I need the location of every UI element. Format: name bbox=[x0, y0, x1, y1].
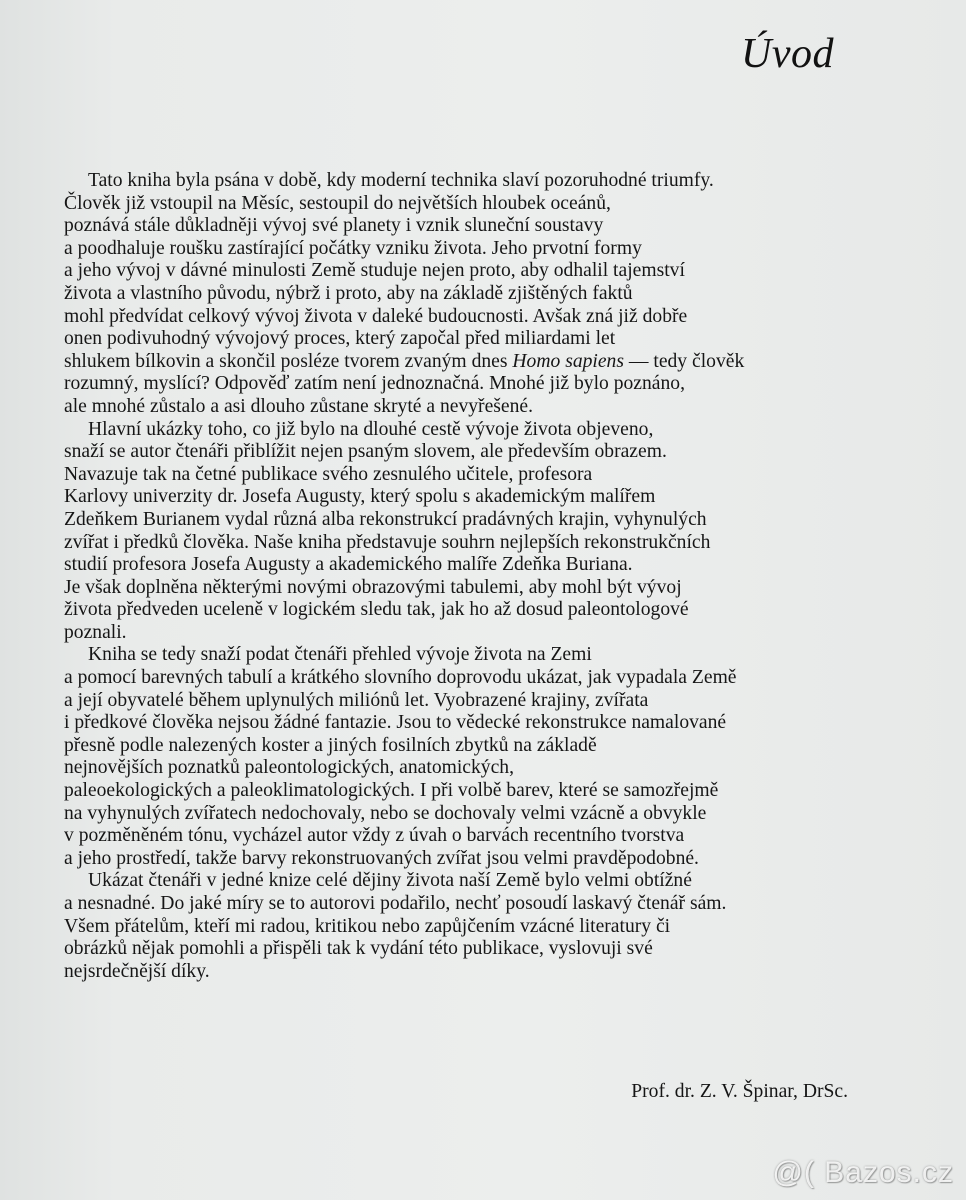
text-line bbox=[64, 238, 854, 261]
text-line-content: onen podivuhodný vývojový proces, který započal před miliardami let bbox=[64, 328, 616, 350]
text-line-content: Člověk již vstoupil na Měsíc, sestoupil do největších hloubek oceánů, bbox=[64, 192, 611, 214]
text-line-content: Ukázat čtenáři v jedné knize celé dějiny života naší Země bylo velmi obtížné bbox=[88, 870, 692, 892]
text-line bbox=[64, 961, 854, 984]
text-line bbox=[64, 260, 854, 283]
text-line-content: a poodhaluje roušku zastírající počátky vzniku života. Jeho prvotní formy bbox=[64, 237, 642, 259]
text-line-content: ale mnohé zůstalo a asi dlouho zůstane skryté a nevyřešené. bbox=[64, 395, 533, 417]
text-line bbox=[64, 916, 854, 939]
text-line-content: nejsrdečnější díky. bbox=[64, 960, 210, 982]
text-line bbox=[64, 667, 854, 690]
text-line bbox=[64, 825, 854, 848]
text-line-content: studií profesora Josefa Augusty a akademického malíře Zdeňka Buriana. bbox=[64, 554, 633, 576]
text-line-content: Všem přátelům, kteří mi radou, kritikou nebo zapůjčením vzácné literatury či bbox=[64, 915, 671, 937]
text-line bbox=[64, 441, 854, 464]
text-line bbox=[64, 328, 854, 351]
text-line bbox=[64, 644, 854, 667]
text-line-content: na vyhynulých zvířatech nedochovaly, nebo se dochovaly velmi vzácně a obvykle bbox=[64, 802, 707, 824]
italic-term: Homo sapiens bbox=[512, 350, 624, 372]
text-line-content: shlukem bílkovin a skončil posléze tvorem zvaným dnes bbox=[64, 350, 508, 372]
text-line-content: zvířat i předků člověka. Naše kniha představuje souhrn nejlepších rekonstrukčních bbox=[64, 531, 711, 553]
text-line bbox=[64, 735, 854, 758]
text-line-content: a nesnadné. Do jaké míry se to autorovi podařilo, nechť posoudí laskavý čtenář sám. bbox=[64, 893, 727, 914]
text-line bbox=[64, 464, 854, 487]
text-line-content: života a vlastního původu, nýbrž i proto, aby na základě zjištěných faktů bbox=[64, 282, 633, 304]
text-line bbox=[64, 599, 854, 622]
text-line bbox=[64, 622, 854, 645]
text-line-continuation: — tedy člověk bbox=[623, 350, 745, 372]
bazos-watermark: @( Bazos.cz bbox=[772, 1156, 954, 1189]
text-line bbox=[64, 509, 854, 532]
text-line-content: a pomocí barevných tabulí a krátkého slovního doprovodu ukázat, jak vypadala Země bbox=[64, 667, 737, 689]
chapter-heading: Úvod bbox=[741, 31, 834, 77]
text-line bbox=[64, 803, 854, 826]
text-line-content: Zdeňkem Burianem vydal různá alba rekonstrukcí pradávných krajin, vyhynulých bbox=[64, 508, 707, 530]
text-line-content: v pozměněném tónu, vycházel autor vždy z úvah o barvách recentního tvorstva bbox=[64, 825, 685, 847]
text-line-content: přesně podle nalezených koster a jiných fosilních zbytků na základě bbox=[64, 734, 597, 756]
text-line-content: Kniha se tedy snaží podat čtenáři přehled vývoje života na Zemi bbox=[88, 644, 592, 666]
text-line bbox=[64, 780, 854, 803]
text-line-content: života předveden uceleně v logickém sledu tak, jak ho až dosud paleontologové bbox=[64, 599, 689, 621]
text-line-content: snaží se autor čtenáři přiblížit nejen psaným slovem, ale především obrazem. bbox=[64, 441, 667, 463]
text-line bbox=[64, 577, 854, 600]
text-line bbox=[64, 283, 854, 306]
text-line-content: a její obyvatelé během uplynulých miliónů let. Vyobrazené krajiny, zvířata bbox=[64, 689, 649, 711]
text-line-content: Je však doplněna některými novými obrazovými tabulemi, aby mohl být vývoj bbox=[64, 576, 682, 598]
text-line-content: a jeho vývoj v dávné minulosti Země studuje nejen proto, aby odhalil tajemství bbox=[64, 260, 685, 282]
text-line-content: Karlovy univerzity dr. Josefa Augusty, který spolu s akademickým malířem bbox=[64, 486, 656, 508]
text-line bbox=[64, 532, 854, 555]
text-line-content: nejnovějších poznatků paleontologických, anatomických, bbox=[64, 757, 514, 779]
intro-text bbox=[64, 170, 854, 983]
text-line bbox=[64, 848, 854, 871]
text-line bbox=[64, 193, 854, 216]
text-line-content: i předkové člověka nejsou žádné fantazie. Jsou to vědecké rekonstrukce namalované bbox=[64, 712, 727, 734]
text-line bbox=[64, 712, 854, 735]
text-line-content: a jeho prostředí, takže barvy rekonstruovaných zvířat jsou velmi pravděpodobné. bbox=[64, 847, 699, 869]
text-line-content: poznali. bbox=[64, 621, 127, 643]
text-line bbox=[64, 373, 854, 396]
text-line-content: paleoekologických a paleoklimatologických. I při volbě barev, které se samozřejmě bbox=[64, 780, 719, 802]
text-line bbox=[64, 419, 854, 442]
author-signature: Prof. dr. Z. V. Špinar, DrSc. bbox=[631, 1081, 848, 1102]
text-line-content: Tato kniha byla psána v době, kdy moderní technika slaví pozoruhodné triumfy. bbox=[88, 170, 714, 191]
text-line bbox=[64, 170, 854, 193]
text-line bbox=[64, 306, 854, 329]
text-line bbox=[64, 554, 854, 577]
text-line-content: Hlavní ukázky toho, co již bylo na dlouhé cestě vývoje života objeveno, bbox=[88, 418, 654, 440]
text-line bbox=[64, 690, 854, 713]
text-line bbox=[64, 351, 854, 374]
text-line bbox=[64, 396, 854, 419]
text-line bbox=[64, 870, 854, 893]
text-line-content: obrázků nějak pomohli a přispěli tak k vydání této publikace, vyslovuji své bbox=[64, 938, 653, 960]
text-line-content: mohl předvídat celkový vývoj života v daleké budoucnosti. Avšak zná již dobře bbox=[64, 305, 688, 327]
text-line-content: rozumný, myslící? Odpověď zatím není jednoznačná. Mnohé již bylo poznáno, bbox=[64, 373, 685, 395]
text-line-content: Navazuje tak na četné publikace svého zesnulého učitele, profesora bbox=[64, 463, 593, 485]
text-line bbox=[64, 757, 854, 780]
text-line bbox=[64, 486, 854, 509]
text-line bbox=[64, 938, 854, 961]
text-line-content: poznává stále důkladněji vývoj své planety i vznik sluneční soustavy bbox=[64, 215, 604, 237]
text-line bbox=[64, 215, 854, 238]
text-line bbox=[64, 893, 854, 916]
